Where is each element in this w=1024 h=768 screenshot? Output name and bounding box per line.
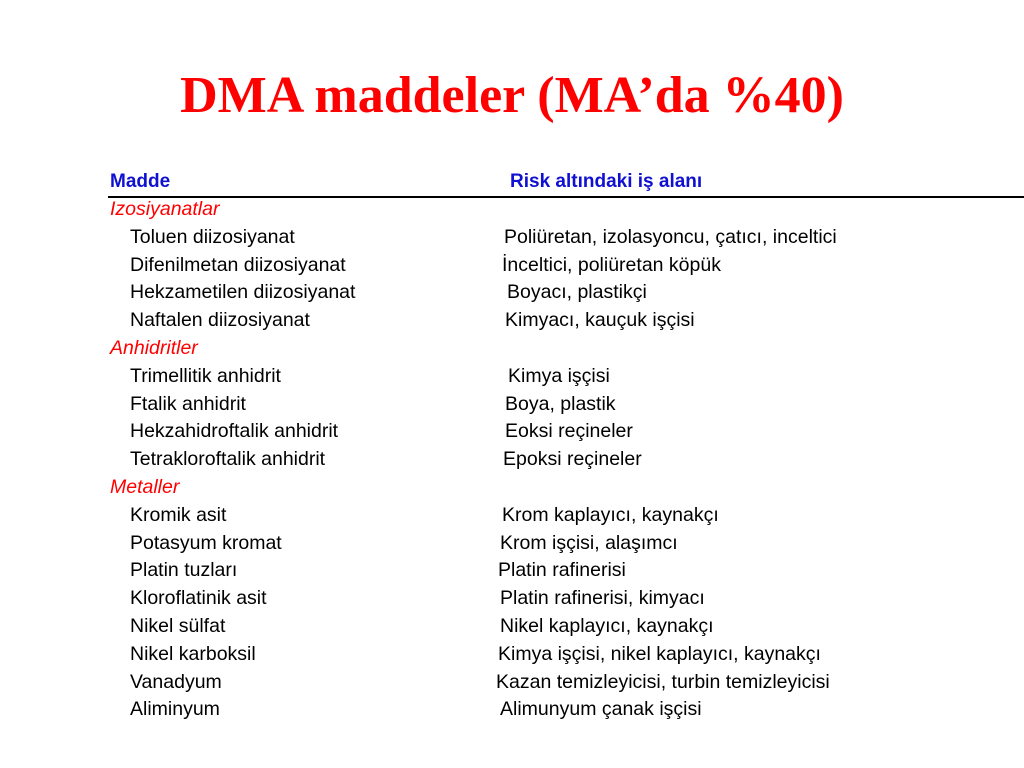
risk-area: Alimunyum çanak işçisi xyxy=(500,698,702,721)
risk-area: Kimya işçisi xyxy=(508,364,610,387)
table-row xyxy=(0,669,1024,697)
substance-name: Potasyum kromat xyxy=(130,531,282,554)
table-row xyxy=(0,224,1024,252)
risk-area: Eoksi reçineler xyxy=(505,420,633,443)
risk-area: Platin rafinerisi, kimyacı xyxy=(500,587,705,610)
table-row xyxy=(0,641,1024,669)
risk-area: Epoksi reçineler xyxy=(503,448,642,471)
category-row xyxy=(0,335,1024,363)
table-row xyxy=(0,530,1024,558)
category-label: Izosiyanatlar xyxy=(110,198,220,220)
table-row xyxy=(0,446,1024,474)
risk-area: Boya, plastik xyxy=(505,392,616,415)
table-row xyxy=(0,307,1024,335)
risk-area: Poliüretan, izolasyoncu, çatıcı, inceltici xyxy=(504,225,837,248)
table-row xyxy=(0,696,1024,724)
table-row xyxy=(0,557,1024,585)
substance-name: Nikel sülfat xyxy=(130,614,226,637)
risk-area: Kazan temizleyicisi, turbin temizleyicisi xyxy=(496,670,830,693)
category-row xyxy=(0,196,1024,224)
substance-name: Hekzametilen diizosiyanat xyxy=(130,281,356,304)
substance-name: Platin tuzları xyxy=(130,559,238,582)
table-row xyxy=(0,502,1024,530)
substance-name: Vanadyum xyxy=(130,670,222,693)
slide-title: DMA maddeler (MA’da %40) xyxy=(180,67,844,124)
risk-area: Kimyacı, kauçuk işçisi xyxy=(505,309,695,332)
risk-area: Boyacı, plastikçi xyxy=(507,281,647,304)
substance-name: Toluen diizosiyanat xyxy=(130,225,295,248)
substance-name: Nikel karboksil xyxy=(130,642,256,665)
table-row xyxy=(0,279,1024,307)
table-row xyxy=(0,252,1024,280)
substance-name: Naftalen diizosiyanat xyxy=(130,309,310,332)
table-row xyxy=(0,613,1024,641)
risk-area: Krom kaplayıcı, kaynakçı xyxy=(502,503,719,526)
substance-name: Tetrakloroftalik anhidrit xyxy=(130,448,326,471)
column-header-substance: Madde xyxy=(110,171,171,192)
category-row xyxy=(0,474,1024,502)
substance-name: Kloroflatinik asit xyxy=(130,587,267,610)
substance-name: Hekzahidroftalik anhidrit xyxy=(130,420,339,443)
table-row xyxy=(0,585,1024,613)
table-row xyxy=(0,418,1024,446)
table-row xyxy=(0,391,1024,419)
column-header-risk-area: Risk altındaki iş alanı xyxy=(510,171,703,192)
substance-name: Difenilmetan diizosiyanat xyxy=(130,253,346,276)
category-label: Metaller xyxy=(110,475,180,498)
risk-area: Krom işçisi, alaşımcı xyxy=(500,531,678,554)
risk-area: Nikel kaplayıcı, kaynakçı xyxy=(500,614,714,637)
substance-name: Aliminyum xyxy=(130,698,220,721)
substance-name: Kromik asit xyxy=(130,503,227,526)
risk-area: Kimya işçisi, nikel kaplayıcı, kaynakçı xyxy=(498,642,821,665)
category-label: Anhidritler xyxy=(110,336,198,359)
substance-table xyxy=(0,196,1024,724)
risk-area: İnceltici, poliüretan köpük xyxy=(502,253,721,276)
substance-name: Ftalik anhidrit xyxy=(130,392,246,415)
risk-area: Platin rafinerisi xyxy=(498,559,626,582)
table-row xyxy=(0,363,1024,391)
substance-name: Trimellitik anhidrit xyxy=(130,364,281,387)
